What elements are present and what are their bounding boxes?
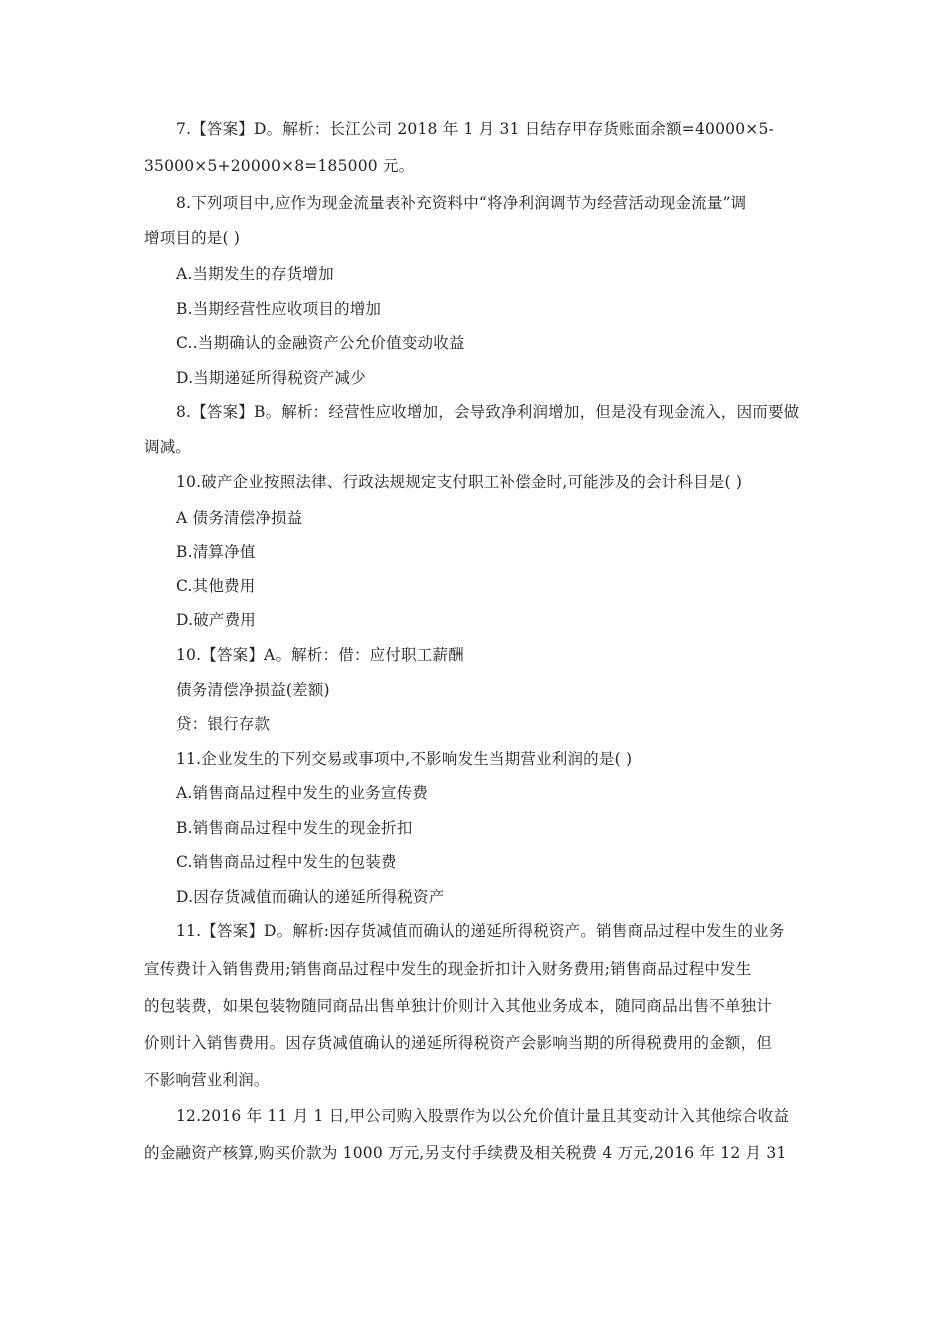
text-line-q11-answer: 11.【答案】D。解析:因存货减值而确认的递延所得税资产。销售商品过程中发生的业务 xyxy=(176,922,785,940)
text-line-q8-answer: 8.【答案】B。解析：经营性应收增加，会导致净利润增加，但是没有现金流入，因而要做 xyxy=(176,403,800,421)
text-line-q11-option-b: B.销售商品过程中发生的现金折扣 xyxy=(176,819,413,837)
text-line-q11-option-d: D.因存货减值而确认的递延所得税资产 xyxy=(176,888,445,906)
text-line-q8-option-b: B.当期经营性应收项目的增加 xyxy=(176,300,382,318)
text-line-q12-question: 12.2016 年 11 月 1 日,甲公司购入股票作为以公允价值计量且其变动计入其他综合收益 xyxy=(176,1107,790,1125)
text-line-q7-answer: 7.【答案】D。解析：长江公司 2018 年 1 月 31 日结存甲存货账面余额=40000×5- xyxy=(176,120,774,138)
text-line-q8-option-c: C..当期确认的金融资产公允价值变动收益 xyxy=(176,334,465,352)
text-line-q7-answer-cont: 35000×5+20000×8=185000 元。 xyxy=(144,157,415,175)
text-line-q10-answer-cont1: 债务清偿净损益(差额) xyxy=(176,681,330,699)
text-line-q11-option-a: A.销售商品过程中发生的业务宣传费 xyxy=(176,784,429,802)
text-line-q8-question: 8.下列项目中,应作为现金流量表补充资料中“将净利润调节为经营活动现金流量”调 xyxy=(176,194,747,212)
text-line-q8-question-cont: 增项目的是( ) xyxy=(144,229,241,247)
text-line-q10-question: 10.破产企业按照法律、行政法规规定支付职工补偿金时,可能涉及的会计科目是( ) xyxy=(176,473,743,491)
text-line-q10-option-b: B.清算净值 xyxy=(176,543,256,561)
text-line-q10-option-d: D.破产费用 xyxy=(176,611,257,629)
text-line-q12-question-cont: 的金融资产核算,购买价款为 1000 万元,另支付手续费及相关税费 4 万元,2016 年 12 月 31 xyxy=(144,1144,787,1162)
text-line-q10-option-c: C.其他费用 xyxy=(176,577,256,595)
text-line-q10-option-a: A 债务清偿净损益 xyxy=(176,509,303,527)
text-line-q11-answer-cont1: 宣传费计入销售费用;销售商品过程中发生的现金折扣计入财务费用;销售商品过程中发生 xyxy=(144,960,752,978)
text-line-q8-option-a: A.当期发生的存货增加 xyxy=(176,265,334,283)
text-line-q11-answer-cont4: 不影响营业利润。 xyxy=(144,1071,270,1089)
text-line-q11-option-c: C.销售商品过程中发生的包装费 xyxy=(176,853,397,871)
text-line-q8-option-d: D.当期递延所得税资产减少 xyxy=(176,369,366,387)
text-line-q8-answer-cont: 调减。 xyxy=(144,438,192,456)
text-line-q11-question: 11.企业发生的下列交易或事项中,不影响发生当期营业利润的是( ) xyxy=(176,750,633,768)
text-line-q11-answer-cont3: 价则计入销售费用。因存货减值确认的递延所得税资产会影响当期的所得税费用的金额，但 xyxy=(144,1034,773,1052)
text-line-q11-answer-cont2: 的包装费，如果包装物随同商品出售单独计价则计入其他业务成本，随同商品出售不单独计 xyxy=(144,997,773,1015)
text-line-q10-answer-cont2: 贷：银行存款 xyxy=(176,715,271,733)
text-line-q10-answer: 10.【答案】A。解析：借：应付职工薪酬 xyxy=(176,646,464,664)
